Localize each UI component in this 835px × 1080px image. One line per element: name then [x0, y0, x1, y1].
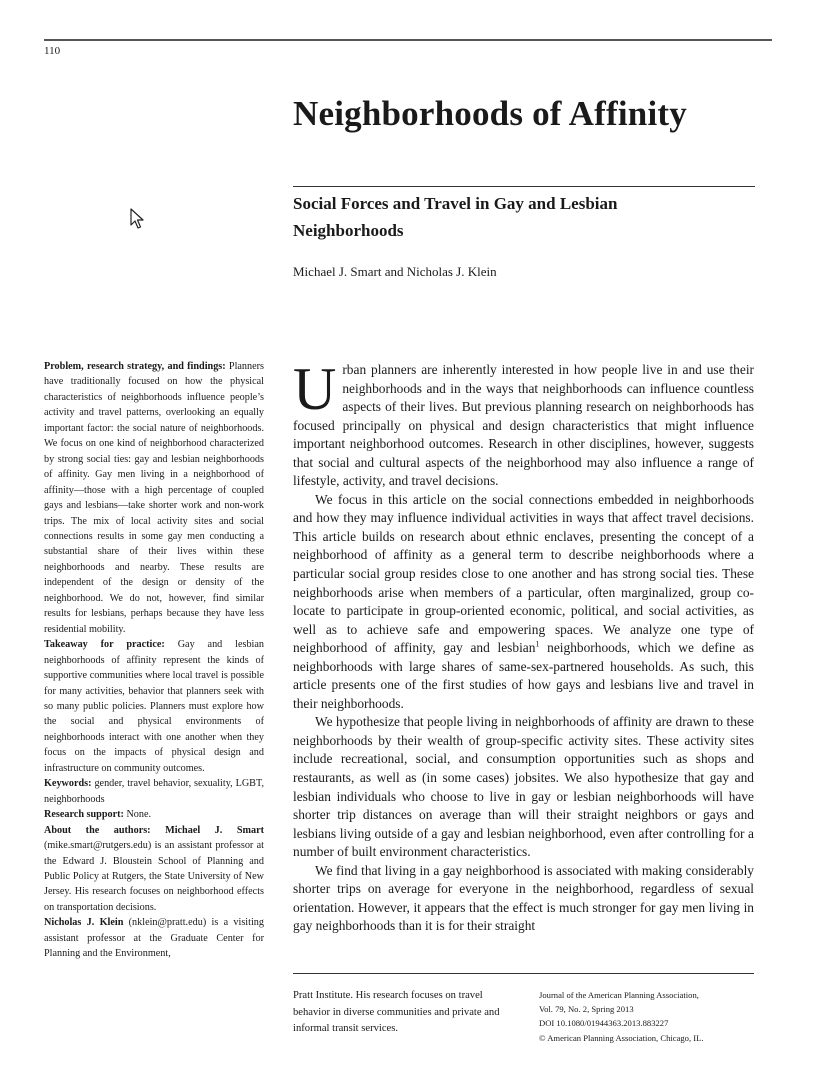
journal-citation: [539, 988, 754, 1045]
abstract-about-smart: About the authors: Michael J. Smart (mike.smart@rutgers.edu) is an assistant professor at the Edward J. Bloustein School of Planning and Public Policy at Rutgers, the State University of New Jersey. His research focuses on neighborhood effects on transportation decisions.: [44, 824, 264, 913]
top-rule: [44, 39, 772, 41]
mouse-cursor-icon: [130, 208, 146, 230]
journal-volume: Vol. 79, No. 2, Spring 2013: [539, 1004, 634, 1015]
body-paragraph-2: We focus in this article on the social connections embedded in neighborhoods and how they may influence individual activities in ways that affect travel decisions. This article builds on research about ethnic enclaves, presenting the concept of a neighborhood of affinity as a general term to describe neighborhoods where a particular social group resides close to one another and has strong social ties. These neighborhoods arise when members of a particular, often marginalized, group co-locate to participate in group-oriented economic, political, and social activities, as well as to achieve safe and empowering spaces. We analyze one type of neighborhood of affinity, gay and lesbian$^1$ neighborhoods, which we define as neighborhoods with large shares of same-sex-partnered households. As such, this article presents one of the first studies of how gays and lesbians live and travel in their neighborhoods.: [293, 491, 754, 711]
footer-rule: [293, 973, 754, 974]
abstract-problem: Problem, research strategy, and findings: Planners have traditionally focused on how the physical characteristics of neighborhoods influence people’s activity and travel patterns, overlooking an equally important factor: the social nature of neighborhoods. We focus on one kind of neighborhood characterized by strong social ties: gay and lesbian neighborhoods of affinity. Gay men living in a neighborhood of affinity—those with a high percentage of coupled gays and lesbians—take shorter work and non-work trips. The mix of local activity sites and social connections results in some gay men conducting a substantial share of their lives within these neighborhoods and nearby. These results are independent of the design or density of the neighborhood. We do not, however, find similar results for lesbians, perhaps because they have less residential mobility.: [44, 361, 264, 635]
drop-cap: U: [293, 356, 337, 422]
body-paragraph-1: Urban planners are inherently interested in how people live in and use their neighborhoods and in the ways that neighborhoods can influence countless aspects of their lives. But previous planning research on neighborhoods has focused principally on physical and design characteristics that might influence important neighborhood outcomes. Research in other disciplines, however, suggests that social and cultural aspects of the neighborhood may also influence a range of lifestyle, activity, and travel decisions.: [293, 356, 754, 489]
abstract-about-klein: Nicholas J. Klein (nklein@pratt.edu) is a visiting assistant professor at the Graduate Center for Planning and the Environment,: [44, 917, 264, 960]
article-authors: Michael J. Smart and Nicholas J. Klein: [293, 264, 497, 279]
article-title: Neighborhoods of Affinity: [293, 94, 687, 133]
abstract-takeaway: Takeaway for practice: Gay and lesbian neighborhoods of affinity represent the kinds of supportive communities where local travel is possible for many activities, behavior that planners seek with so many public policies. Planners must explore how the social and physical environments of neighborhoods interact with one another when they focus on the impacts of physical design and infrastructure on community outcomes.: [44, 639, 264, 774]
footnote-marker[interactable]: 1: [535, 639, 540, 649]
subtitle-rule: [293, 186, 755, 187]
journal-name: Journal of the American Planning Association,: [539, 990, 699, 1000]
abstract-research-support: Research support: None.: [44, 809, 152, 821]
body-paragraph-4: We find that living in a gay neighborhood is associated with making considerably shorter trips on average for everyone in the neighborhood, regardless of sexual orientation. However, it appears that the effect is much stronger for gay men living in gay neighborhoods than it is for their straight: [293, 862, 754, 934]
article-subtitle: Social Forces and Travel in Gay and Lesbian Neighborhoods: [293, 194, 618, 240]
article-body: [293, 356, 754, 936]
body-paragraph-3: We hypothesize that people living in neighborhoods of affinity are drawn to these neighborhoods by their wealth of group-specific activity sites. These activity sites include recreational, social, and consumption opportunities such as shops and restaurants, as well as (in some cases) jobsites. We also hypothesize that gay and lesbian individuals who choose to live in gay or lesbian neighborhoods will have shorter trip distances on average than will their straight neighbors or gays and lesbians living outside of a gay and lesbian neighborhood, even after controlling for a number of built environment characteristics.: [293, 714, 754, 860]
footer-author-continuation: Pratt Institute. His research focuses on travel behavior in diverse communities and private and informal transit services.: [293, 990, 500, 1034]
journal-doi: DOI 10.1080/01944363.2013.883227: [539, 1018, 669, 1029]
page-number: 110: [44, 45, 61, 57]
abstract-sidebar: [44, 359, 264, 962]
abstract-keywords: Keywords: gender, travel behavior, sexuality, LGBT, neighborhoods: [44, 778, 264, 805]
journal-copyright: © American Planning Association, Chicago, IL.: [539, 1032, 704, 1043]
